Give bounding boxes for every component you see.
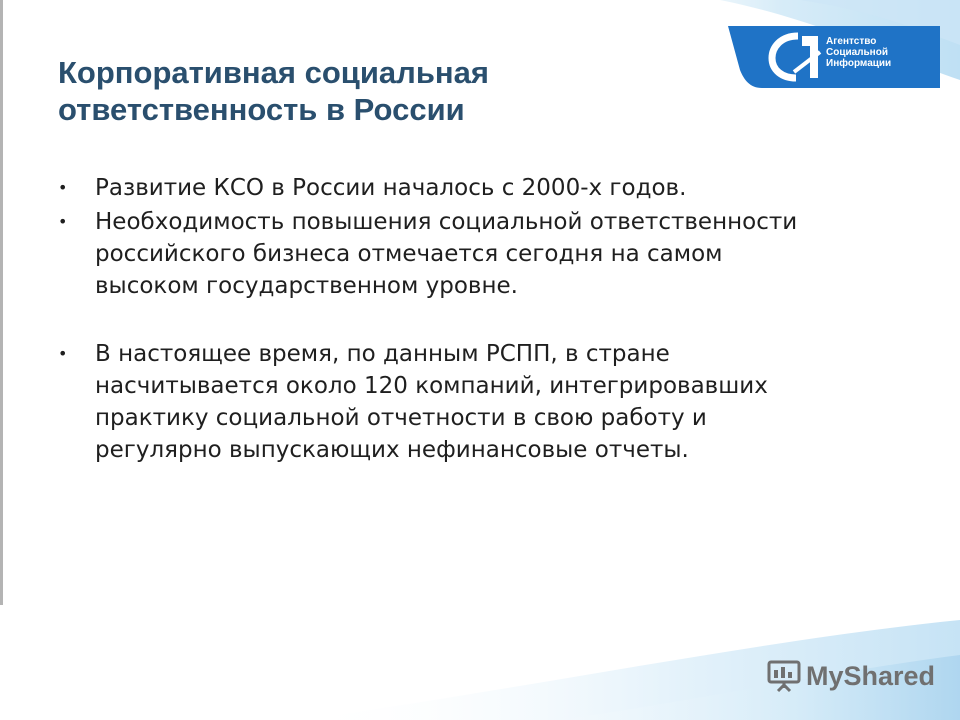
logo-text: [826, 36, 926, 69]
logo-line: Агентство: [826, 36, 877, 47]
title-line: Корпоративная социальная: [58, 55, 489, 90]
bullet-dot-icon: •: [58, 178, 68, 197]
slide-title: [58, 54, 698, 128]
bullet-text-line: высоком государственном уровне.: [95, 273, 518, 299]
logo-line: Информации: [826, 58, 892, 69]
watermark-text: MyShared: [806, 660, 936, 691]
bullet-item: [58, 172, 898, 204]
bullet-item: [58, 206, 898, 302]
bullet-text-line: регулярно выпускающих нефинансовые отчеты.: [95, 437, 689, 463]
bullet-dot-icon: •: [58, 212, 68, 231]
bullet-text-line: насчитывается около 120 компаний, интегрировавших: [95, 373, 768, 399]
title-line: ответственность в России: [58, 92, 465, 127]
bullet-item: [58, 338, 898, 466]
bullet-text-line: практику социальной отчетности в свою работу и: [95, 405, 707, 431]
bullet-text-line: В настоящее время, по данным РСПП, в стране: [95, 341, 670, 367]
presentation-board-icon: [766, 658, 802, 694]
bullet-text-line: Развитие КСО в России началось с 2000-х годов.: [95, 175, 687, 201]
bullet-text-line: Необходимость повышения социальной ответственности: [95, 209, 798, 235]
left-border-line: [0, 0, 3, 605]
watermark: [766, 656, 935, 696]
bullet-text-line: российского бизнеса отмечается сегодня на самом: [95, 241, 723, 267]
bullet-list: [58, 172, 898, 468]
bullet-dot-icon: •: [58, 344, 68, 363]
logo-line: Социальной: [826, 47, 888, 58]
